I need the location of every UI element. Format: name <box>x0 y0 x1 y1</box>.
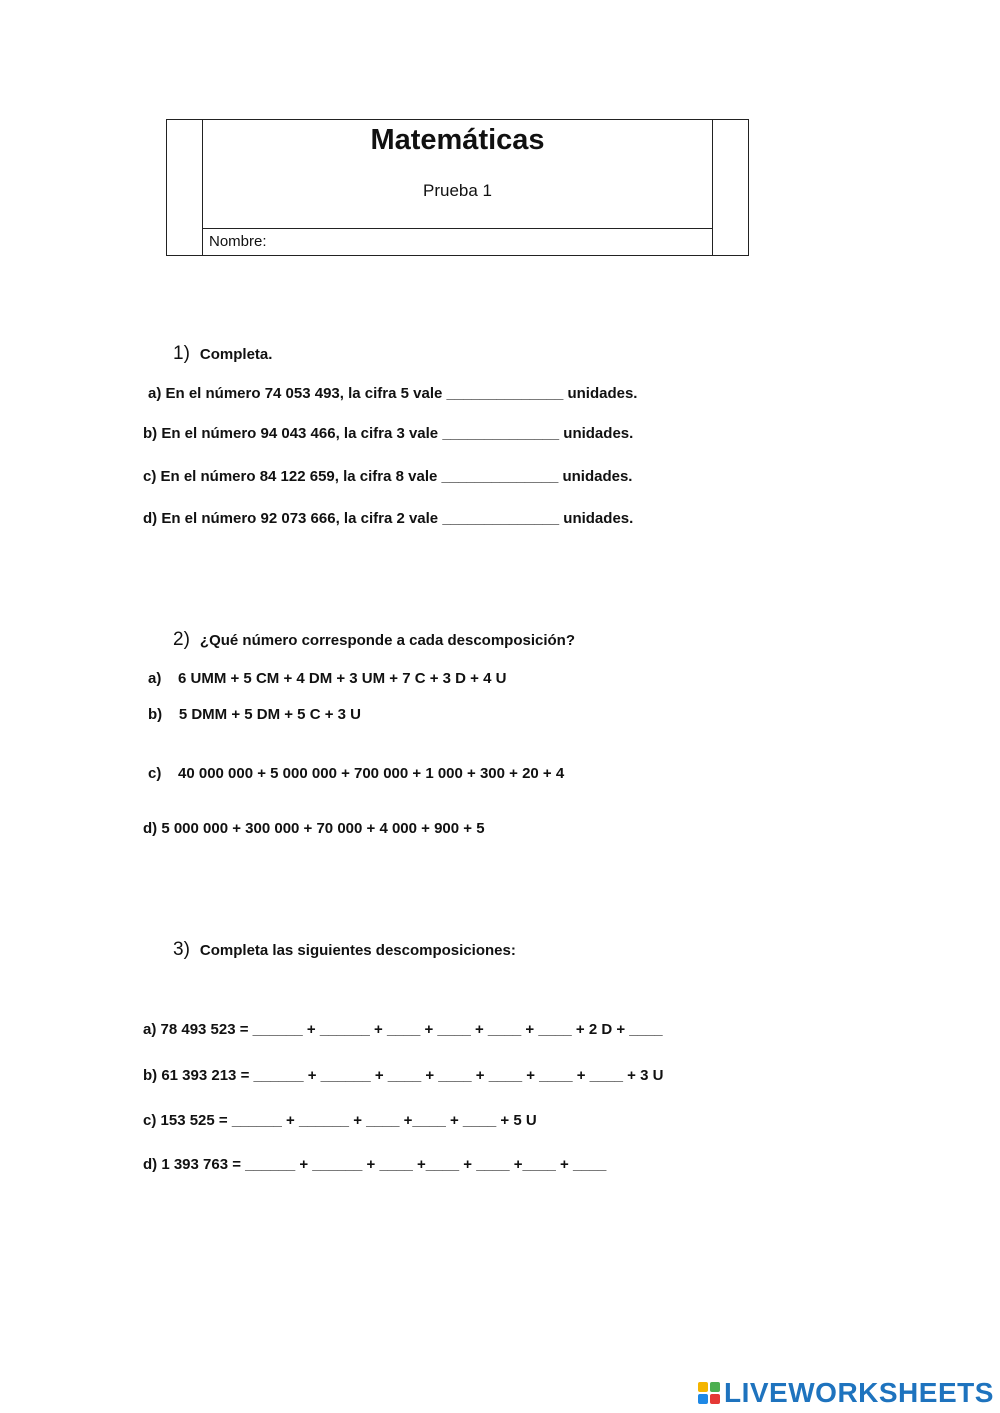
exercise-line: c) 153 525 = ______ + ______ + ____ +____ + ____ + 5 U <box>143 1112 537 1129</box>
section-title: Completa las siguientes descomposiciones: <box>199 942 516 959</box>
header-box <box>166 119 749 256</box>
name-label: Nombre: <box>209 233 267 250</box>
section-number: 1) <box>173 343 190 364</box>
logo-text: LIVEWORKSHEETS <box>724 1377 994 1408</box>
logo-square <box>710 1382 720 1392</box>
logo-grid-icon <box>698 1382 720 1404</box>
page-subtitle: Prueba 1 <box>423 181 492 200</box>
header-name-divider <box>202 228 713 229</box>
exercise-line: c) 40 000 000 + 5 000 000 + 700 000 + 1 000 + 300 + 20 + 4 <box>148 765 565 782</box>
exercise-line: d) 5 000 000 + 300 000 + 70 000 + 4 000 + 900 + 5 <box>143 820 485 837</box>
section-2-heading <box>173 629 575 651</box>
section-1-heading <box>173 343 272 365</box>
liveworksheets-logo[interactable] <box>698 1377 994 1409</box>
exercise-line: a) En el número 74 053 493, la cifra 5 vale ______________ unidades. <box>148 385 638 402</box>
logo-square <box>698 1394 708 1404</box>
exercise-line: b) En el número 94 043 466, la cifra 3 vale ______________ unidades. <box>143 425 634 442</box>
exercise-line: b) 61 393 213 = ______ + ______ + ____ + ____ + ____ + ____ + ____ + 3 U <box>143 1067 664 1084</box>
section-3-heading <box>173 939 516 961</box>
logo-square <box>710 1394 720 1404</box>
section-number: 2) <box>173 629 190 650</box>
exercise-line: c) En el número 84 122 659, la cifra 8 vale ______________ unidades. <box>143 468 633 485</box>
exercise-line: b) 5 DMM + 5 DM + 5 C + 3 U <box>148 706 361 723</box>
section-number: 3) <box>173 939 190 960</box>
page-title: Matemáticas <box>370 124 545 156</box>
exercise-line: a) 78 493 523 = ______ + ______ + ____ + ____ + ____ + ____ + 2 D + ____ <box>143 1021 663 1038</box>
section-title: Completa. <box>199 346 273 363</box>
header-right-divider <box>712 120 713 255</box>
exercise-line: d) En el número 92 073 666, la cifra 2 vale ______________ unidades. <box>143 510 634 527</box>
logo-square <box>698 1382 708 1392</box>
exercise-line: a) 6 UMM + 5 CM + 4 DM + 3 UM + 7 C + 3 D + 4 U <box>148 670 507 687</box>
exercise-line: d) 1 393 763 = ______ + ______ + ____ +____ + ____ +____ + ____ <box>143 1156 607 1173</box>
section-title: ¿Qué número corresponde a cada descomposición? <box>199 632 575 649</box>
